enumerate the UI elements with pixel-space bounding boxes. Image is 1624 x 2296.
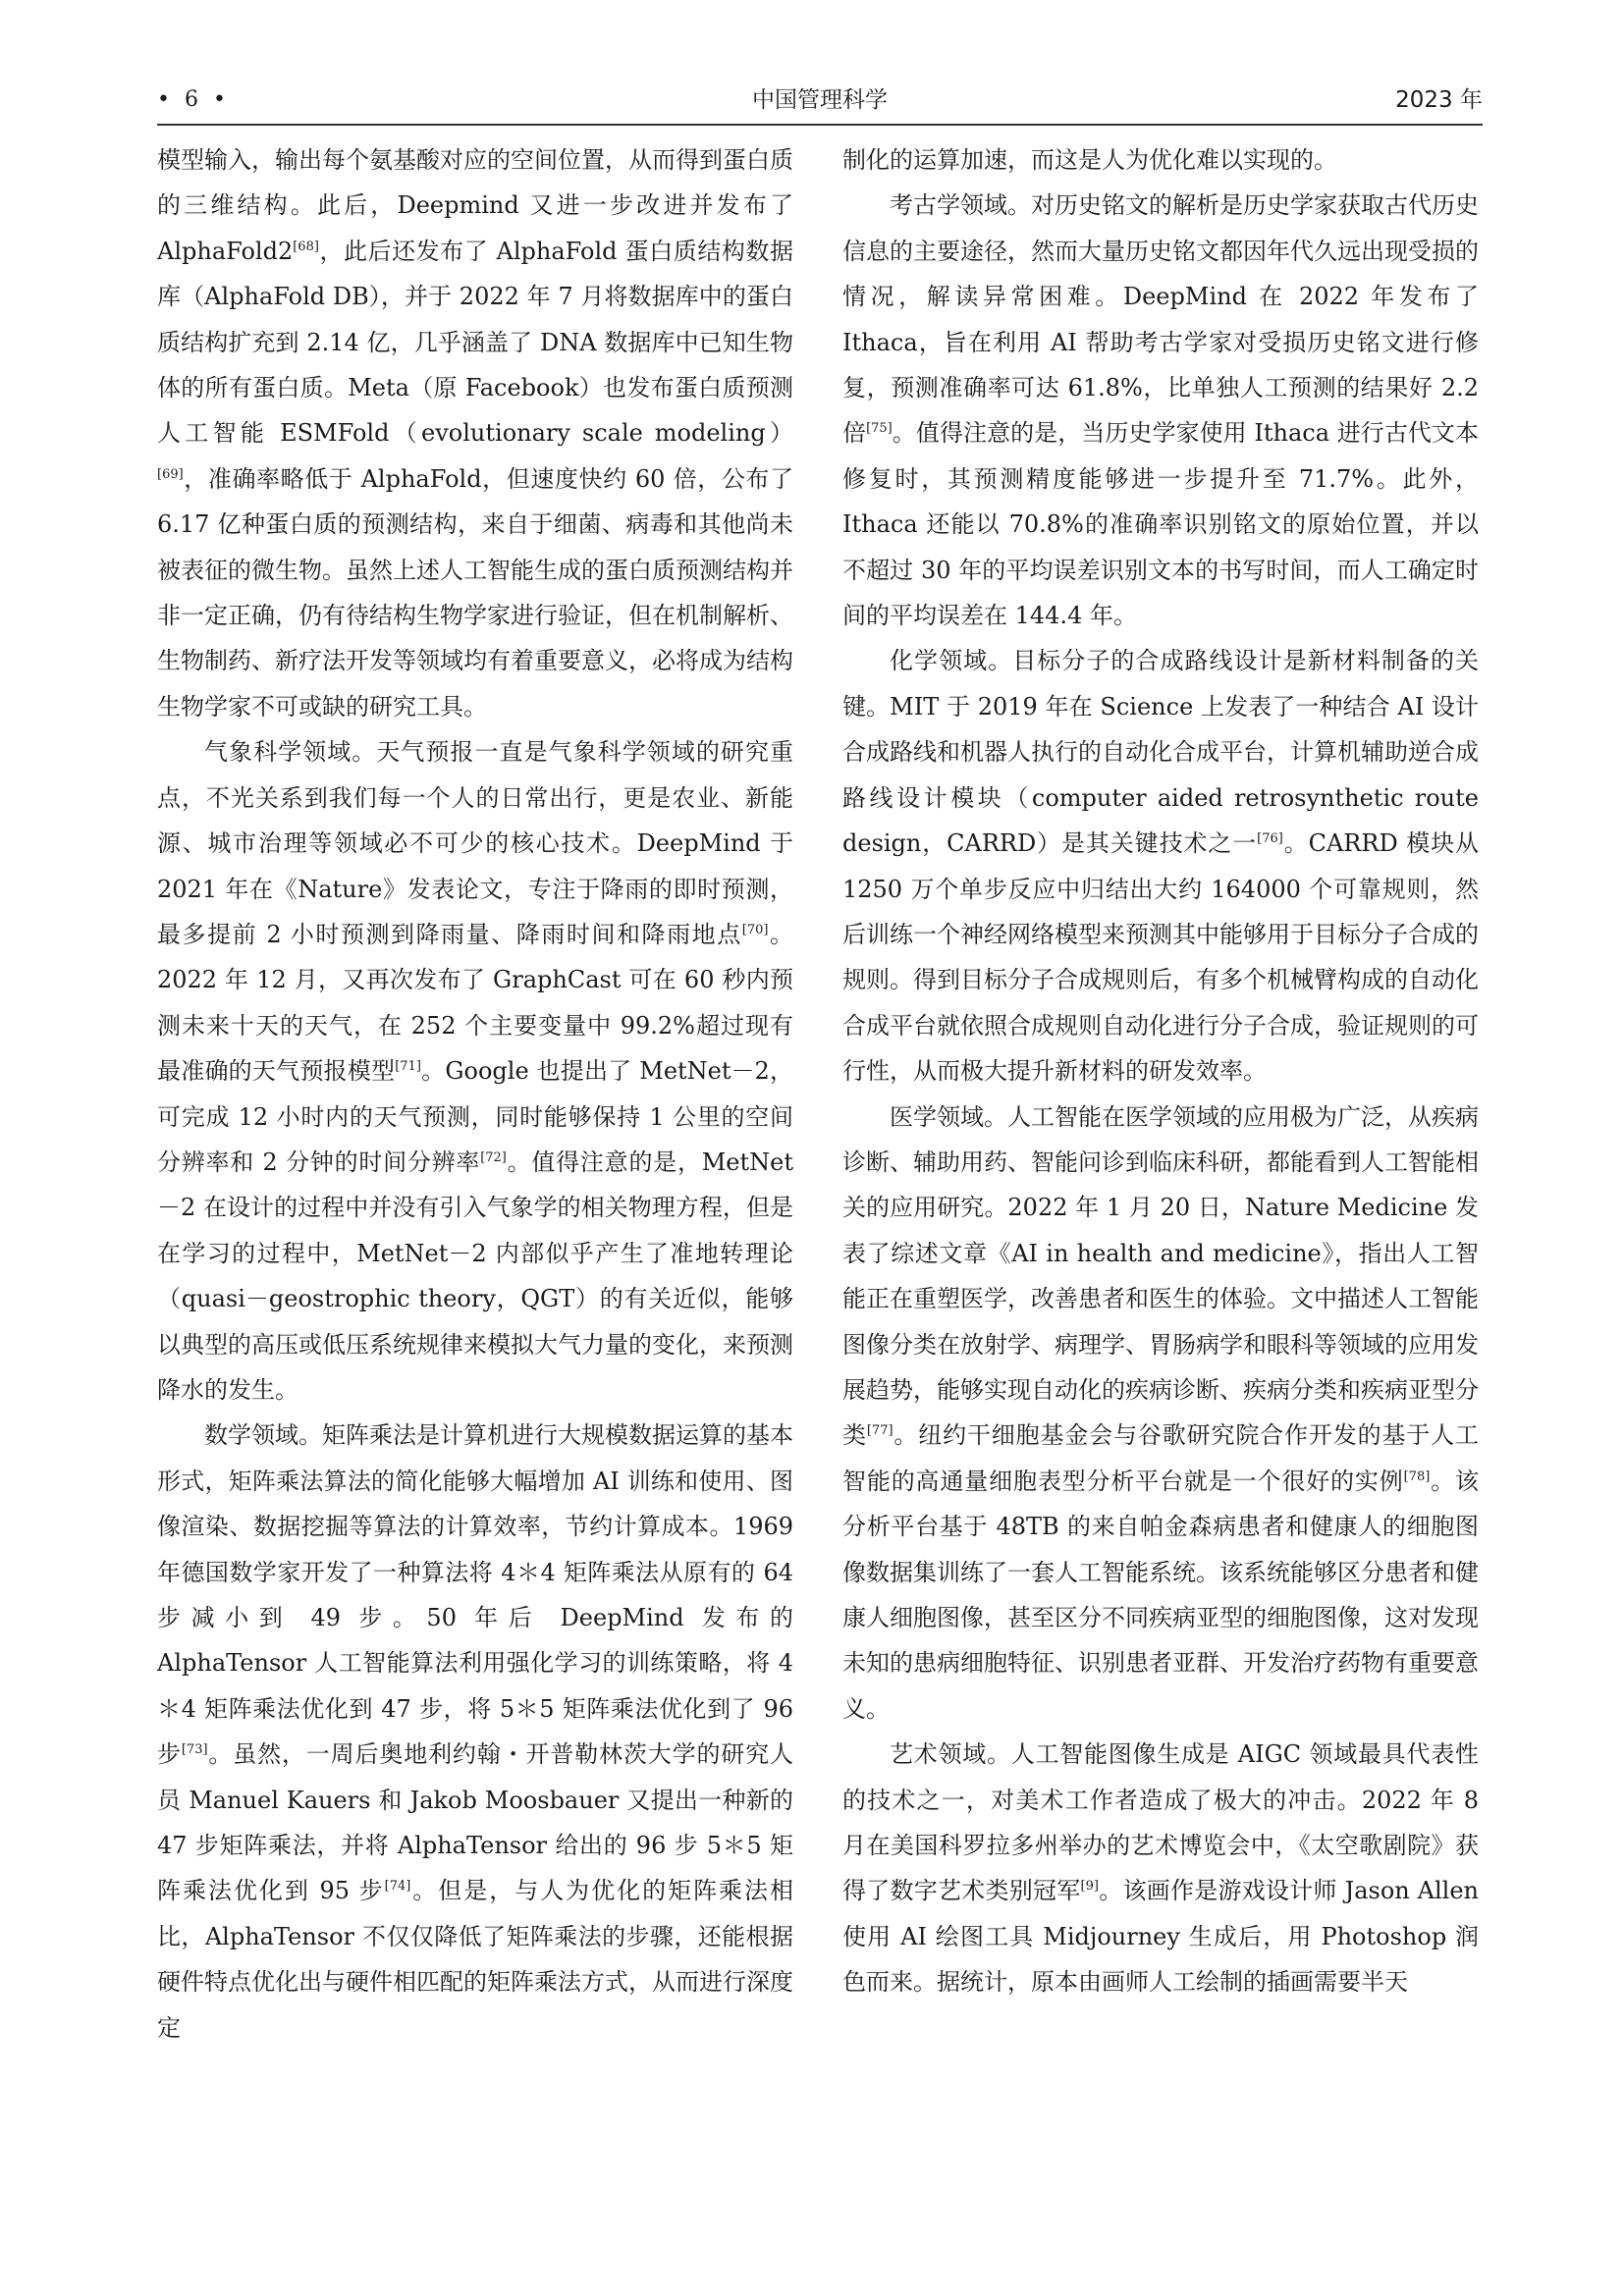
citation-ref: [78] xyxy=(1403,1468,1431,1484)
text-run: ，此后还发布了 AlphaFold 蛋白质结构数据库（AlphaFold DB），并于 2022 年 7 月将数据库中的蛋白质结构扩充到 2.14 亿，几乎涵盖了 DNA 数据库中已知生物体的所有蛋白质。Meta（原 Facebook）也发布蛋白质预测人工智能 ESMFold（evolutionary scale modeling） xyxy=(157,237,793,448)
text-run: 。该分析平台基于 48TB 的来自帕金森病患者和健康人的细胞图像数据集训练了一套人工智能系统。该系统能够区分患者和健康人细胞图像，甚至区分不同疾病亚型的细胞图像，这对发现未知的患病细胞特征、识别患者亚群、开发治疗药物有重要意义。 xyxy=(842,1467,1479,1723)
page-number: • 6 • xyxy=(157,87,230,112)
text-run: 。但是，与人为优化的矩阵乘法相比，AlphaTensor 不仅仅降低了矩阵乘法的步骤，还能根据硬件特点优化出与硬件相匹配的矩阵乘法方式，从而进行深度定 xyxy=(157,1877,793,2042)
paragraph xyxy=(157,1413,793,2051)
paragraph xyxy=(842,638,1479,1094)
citation-ref: [76] xyxy=(1257,831,1283,847)
text-run: 。该画作是游戏设计师 Jason Allen 使用 AI 绘图工具 Midjourney 生成后，用 Photoshop 润色而来。据统计，原本由画师人工绘制的插画需要半天 xyxy=(842,1877,1479,1997)
issue-year: 2023 年 xyxy=(1395,87,1483,113)
header-divider xyxy=(157,124,1483,126)
paragraph xyxy=(842,1732,1479,2004)
left-column xyxy=(157,137,793,2209)
citation-ref: [77] xyxy=(866,1423,893,1439)
text-run: 。Google 也提出了 MetNet－2，可完成 12 小时内的天气预测，同时能够保持 1 公里的空间分辨率和 2 分钟的时间分辨率 xyxy=(157,1057,793,1176)
text-run: 。纽约干细胞基金会与谷歌研究院合作开发的基于人工智能的高通量细胞表型分析平台就是一个很好的实例 xyxy=(842,1421,1479,1495)
text-run: 数学领域。矩阵乘法是计算机进行大规模数据运算的基本形式，矩阵乘法算法的简化能够大幅增加 AI 训练和使用、图像渲染、数据挖掘等算法的计算效率，节约计算成本。1969 年德国数学家开发了一种算法将 4＊4 矩阵乘法从原有的 64 步减小到 49 步。50 年后 DeepMind 发布的 AlphaTensor 人工智能算法利用强化学习的训练策略，将 4＊4 矩阵乘法优化到 47 步，将 5＊5 矩阵乘法优化到了 96 步 xyxy=(157,1421,793,1769)
paragraph xyxy=(157,729,793,1413)
text-run: 。CARRD 模块从 1250 万个单步反应中归结出大约 164000 个可靠规则，然后训练一个神经网络模型来预测其中能够用于目标分子合成的规则。得到目标分子合成规则后，有多个机械臂构成的自动化合成平台就依照合成规则自动化进行分子合成，验证规则的可行性，从而极大提升新材料的研发效率。 xyxy=(842,829,1479,1086)
citation-ref: [70] xyxy=(741,922,769,937)
citation-ref: [74] xyxy=(384,1879,411,1895)
citation-ref: [75] xyxy=(866,421,893,437)
right-column xyxy=(842,137,1479,2209)
paragraph xyxy=(157,137,793,729)
text-run: 气象科学领域。天气预报一直是气象科学领域的研究重点，不光关系到我们每一个人的日常出行，更是农业、新能源、城市治理等领域必不可少的核心技术。DeepMind 于 2021 年在《Nature》发表论文，专注于降雨的即时预测，最多提前 2 小时预测到降雨量、降雨时间和降雨地点 xyxy=(157,738,793,948)
text-run: 医学领域。人工智能在医学领域的应用极为广泛，从疾病诊断、辅助用药、智能问诊到临床科研，都能看到人工智能相关的应用研究。2022 年 1 月 20 日，Nature Medicine 发表了综述文章《AI in health and medicine》，指出人工智能正在重塑医学，改善患者和医生的体验。文中描述人工智能图像分类在放射学、病理学、胃肠病学和眼科等领域的应用发展趋势，能够实现自动化的疾病诊断、疾病分类和疾病亚型分类 xyxy=(842,1102,1479,1450)
citation-ref: [9] xyxy=(1080,1879,1099,1895)
text-run: 。虽然，一周后奥地利约翰・开普勒林茨大学的研究人员 Manuel Kauers 和 Jakob Moosbauer 又提出一种新的 47 步矩阵乘法，并将 AlphaTensor 给出的 96 步 5＊5 矩阵乘法优化到 95 步 xyxy=(157,1740,793,1905)
paragraph xyxy=(842,1095,1479,1733)
journal-title: 中国管理科学 xyxy=(752,87,888,113)
text-run: 考古学领域。对历史铭文的解析是历史学家获取古代历史信息的主要途径，然而大量历史铭文都因年代久远出现受损的情况，解读异常困难。DeepMind 在 2022 年发布了 Ithaca，旨在利用 AI 帮助考古学家对受损历史铭文进行修复，预测准确率可达 61.8%，比单独人工预测的结果好 2.2 倍 xyxy=(842,191,1479,448)
citation-ref: [68] xyxy=(293,239,319,254)
text-run: 模型输入，输出每个氨基酸对应的空间位置，从而得到蛋白质的三维结构。此后，Deepmind 又进一步改进并发布了 AlphaFold2 xyxy=(157,146,793,265)
citation-ref: [69] xyxy=(157,466,184,482)
text-run: 艺术领域。人工智能图像生成是 AIGC 领域最具代表性的技术之一，对美术工作者造成了极大的冲击。2022 年 8 月在美国科罗拉多州举办的艺术博览会中，《太空歌剧院》获得了数字艺术类别冠军 xyxy=(842,1740,1479,1905)
text-run: ，准确率略低于 AlphaFold，但速度快约 60 倍，公布了 6.17 亿种蛋白质的预测结构，来自于细菌、病毒和其他尚未被表征的微生物。虽然上述人工智能生成的蛋白质预测结构并非一定正确，仍有待结构生物学家进行验证，但在机制解析、生物制药、新疗法开发等领域均有着重要意义，必将成为结构生物学家不可或缺的研究工具。 xyxy=(157,464,793,721)
running-header xyxy=(157,80,1483,120)
text-run: 制化的运算加速，而这是人为优化难以实现的。 xyxy=(842,146,1337,174)
text-run: 化学领域。目标分子的合成路线设计是新材料制备的关键。MIT 于 2019 年在 Science 上发表了一种结合 AI 设计合成路线和机器人执行的自动化合成平台，计算机辅助逆合成路线设计模块（computer aided retrosynthetic route design，CARRD）是其关键技术之一 xyxy=(842,647,1479,858)
text-run: 。值得注意的是，MetNet－2 在设计的过程中并没有引入气象学的相关物理方程，但是在学习的过程中，MetNet－2 内部似乎产生了准地转理论（quasi－geostrophic theory，QGT）的有关近似，能够以典型的高压或低压系统规律来模拟大气力量的变化，来预测降水的发生。 xyxy=(157,1148,793,1404)
citation-ref: [72] xyxy=(480,1149,507,1165)
citation-ref: [71] xyxy=(395,1059,421,1075)
paragraph xyxy=(842,183,1479,638)
citation-ref: [73] xyxy=(181,1742,208,1758)
text-run: 。2022 年 12 月，又再次发布了 GraphCast 可在 60 秒内预测未来十天的天气，在 252 个主要变量中 99.2%超过现有最准确的天气预报模型 xyxy=(157,920,793,1086)
text-run: 。值得注意的是，当历史学家使用 Ithaca 进行古代文本修复时，其预测精度能够进一步提升至 71.7%。此外，Ithaca 还能以 70.8%的准确率识别铭文的原始位置，并以不超过 30 年的平均误差识别文本的书写时间，而人工确定时间的平均误差在 144.4 年。 xyxy=(842,419,1479,630)
paragraph xyxy=(842,137,1479,183)
